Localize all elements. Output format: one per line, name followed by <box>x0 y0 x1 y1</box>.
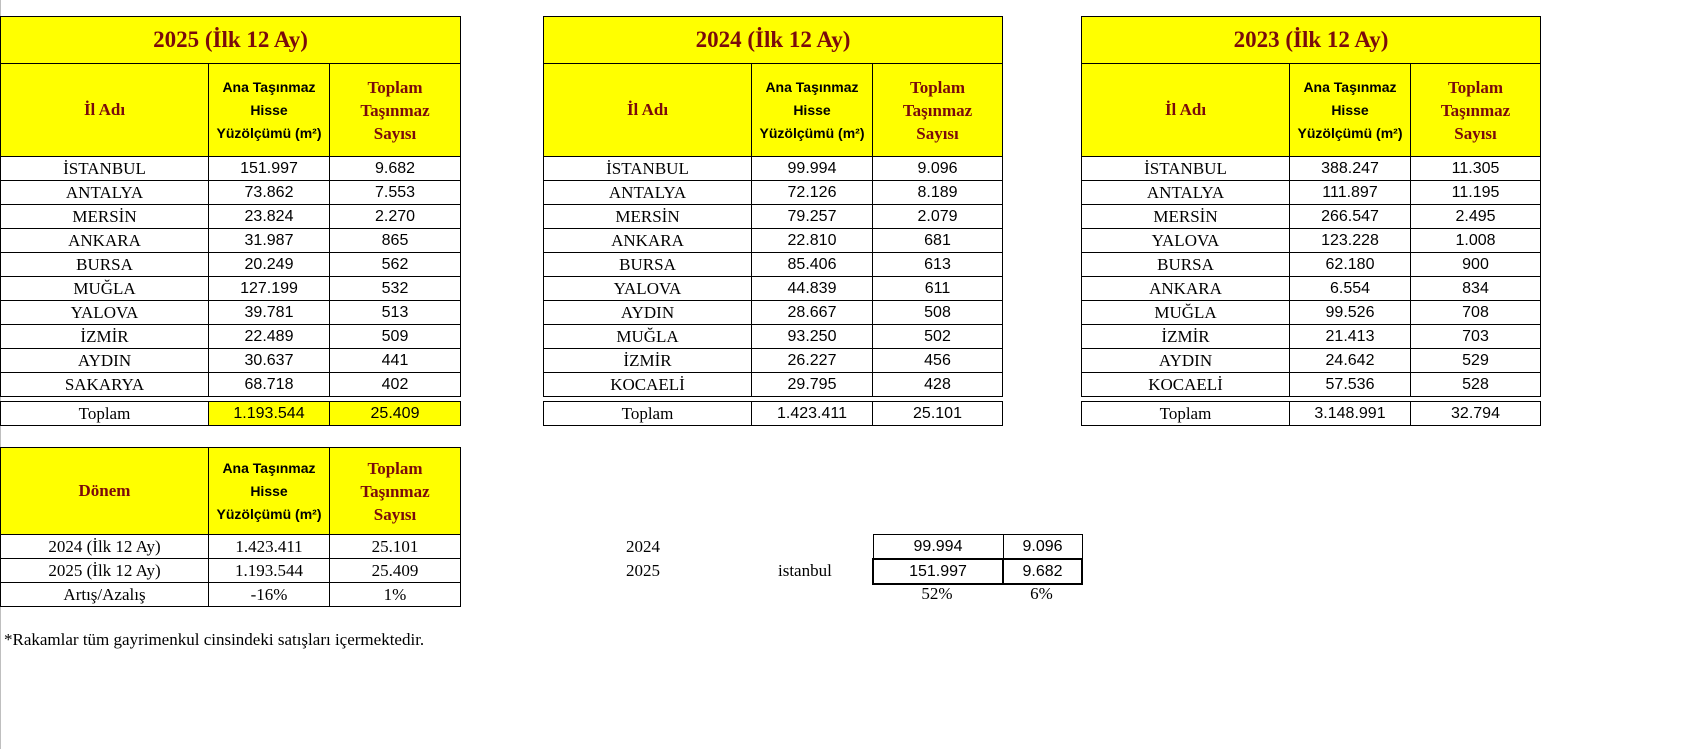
table-row: İSTANBUL 99.994 9.096 <box>544 157 1003 181</box>
table-row: 2024 (İlk 12 Ay) 1.423.411 25.101 <box>1 535 461 559</box>
istanbul-count-change: 6% <box>1030 584 1053 603</box>
table-title: 2024 (İlk 12 Ay) <box>544 17 1003 64</box>
table-title: 2025 (İlk 12 Ay) <box>1 17 461 64</box>
table-row: MERSİN 79.257 2.079 <box>544 205 1003 229</box>
table-2025 <box>0 16 461 397</box>
table-row: İSTANBUL 388.247 11.305 <box>1082 157 1541 181</box>
total-row: Toplam 1.193.544 25.409 <box>1 402 461 426</box>
istanbul-area-change: 52% <box>921 584 953 603</box>
table-row: ANKARA 31.987 865 <box>1 229 461 253</box>
total-row: Toplam 3.148.991 32.794 <box>1082 402 1541 426</box>
istanbul-year-2025: 2025 <box>626 561 660 580</box>
table-row: KOCAELİ 29.795 428 <box>544 373 1003 397</box>
table-row: Artış/Azalış -16% 1% <box>1 583 461 607</box>
header-count: Toplam Taşınmaz Sayısı <box>1411 64 1541 157</box>
total-row: Toplam 1.423.411 25.101 <box>544 402 1003 426</box>
table-row: ANTALYA 73.862 7.553 <box>1 181 461 205</box>
header-count: Toplam Taşınmaz Sayısı <box>873 64 1003 157</box>
table-row: 151.997 9.682 <box>873 559 1082 584</box>
table-row: YALOVA 44.839 611 <box>544 277 1003 301</box>
table-row: İZMİR 26.227 456 <box>544 349 1003 373</box>
table-row: MUĞLA 99.526 708 <box>1082 301 1541 325</box>
footnote: *Rakamlar tüm gayrimenkul cinsindeki satışları içermektedir. <box>4 630 425 649</box>
header-count: Toplam Taşınmaz Sayısı <box>330 64 461 157</box>
table-row: MUĞLA 127.199 532 <box>1 277 461 301</box>
table-row: BURSA 85.406 613 <box>544 253 1003 277</box>
istanbul-city-label: istanbul <box>778 561 832 580</box>
table-row: AYDIN 30.637 441 <box>1 349 461 373</box>
table-row: ANKARA 22.810 681 <box>544 229 1003 253</box>
header-area: Ana Taşınmaz Hisse Yüzölçümü (m²) <box>1290 64 1411 157</box>
total-2024 <box>543 401 1003 426</box>
table-row: ANTALYA 72.126 8.189 <box>544 181 1003 205</box>
table-row: YALOVA 39.781 513 <box>1 301 461 325</box>
table-row: BURSA 62.180 900 <box>1082 253 1541 277</box>
table-row: ANTALYA 111.897 11.195 <box>1082 181 1541 205</box>
table-row: MERSİN 23.824 2.270 <box>1 205 461 229</box>
table-row: SAKARYA 68.718 402 <box>1 373 461 397</box>
header-area: Ana Taşınmaz Hisse Yüzölçümü (m²) <box>209 448 330 535</box>
table-title: 2023 (İlk 12 Ay) <box>1082 17 1541 64</box>
table-row: KOCAELİ 57.536 528 <box>1082 373 1541 397</box>
table-row: ANKARA 6.554 834 <box>1082 277 1541 301</box>
table-row: 99.994 9.096 <box>873 535 1082 560</box>
istanbul-table <box>872 534 1083 585</box>
header-area: Ana Taşınmaz Hisse Yüzölçümü (m²) <box>209 64 330 157</box>
total-2025 <box>0 401 461 426</box>
table-row: MERSİN 266.547 2.495 <box>1082 205 1541 229</box>
table-2023 <box>1081 16 1541 397</box>
header-donem: Dönem <box>1 448 209 535</box>
table-row: YALOVA 123.228 1.008 <box>1082 229 1541 253</box>
table-row: AYDIN 24.642 529 <box>1082 349 1541 373</box>
header-il-adi: İl Adı <box>544 64 752 157</box>
total-2023 <box>1081 401 1541 426</box>
table-row: İSTANBUL 151.997 9.682 <box>1 157 461 181</box>
table-row: İZMİR 21.413 703 <box>1082 325 1541 349</box>
table-row: 2025 (İlk 12 Ay) 1.193.544 25.409 <box>1 559 461 583</box>
table-row: AYDIN 28.667 508 <box>544 301 1003 325</box>
header-area: Ana Taşınmaz Hisse Yüzölçümü (m²) <box>752 64 873 157</box>
table-row: BURSA 20.249 562 <box>1 253 461 277</box>
table-2024 <box>543 16 1003 397</box>
header-count: Toplam Taşınmaz Sayısı <box>330 448 461 535</box>
istanbul-year-2024: 2024 <box>626 537 660 556</box>
header-il-adi: İl Adı <box>1082 64 1290 157</box>
table-row: İZMİR 22.489 509 <box>1 325 461 349</box>
comparison-table <box>0 447 461 607</box>
header-il-adi: İl Adı <box>1 64 209 157</box>
table-row: MUĞLA 93.250 502 <box>544 325 1003 349</box>
